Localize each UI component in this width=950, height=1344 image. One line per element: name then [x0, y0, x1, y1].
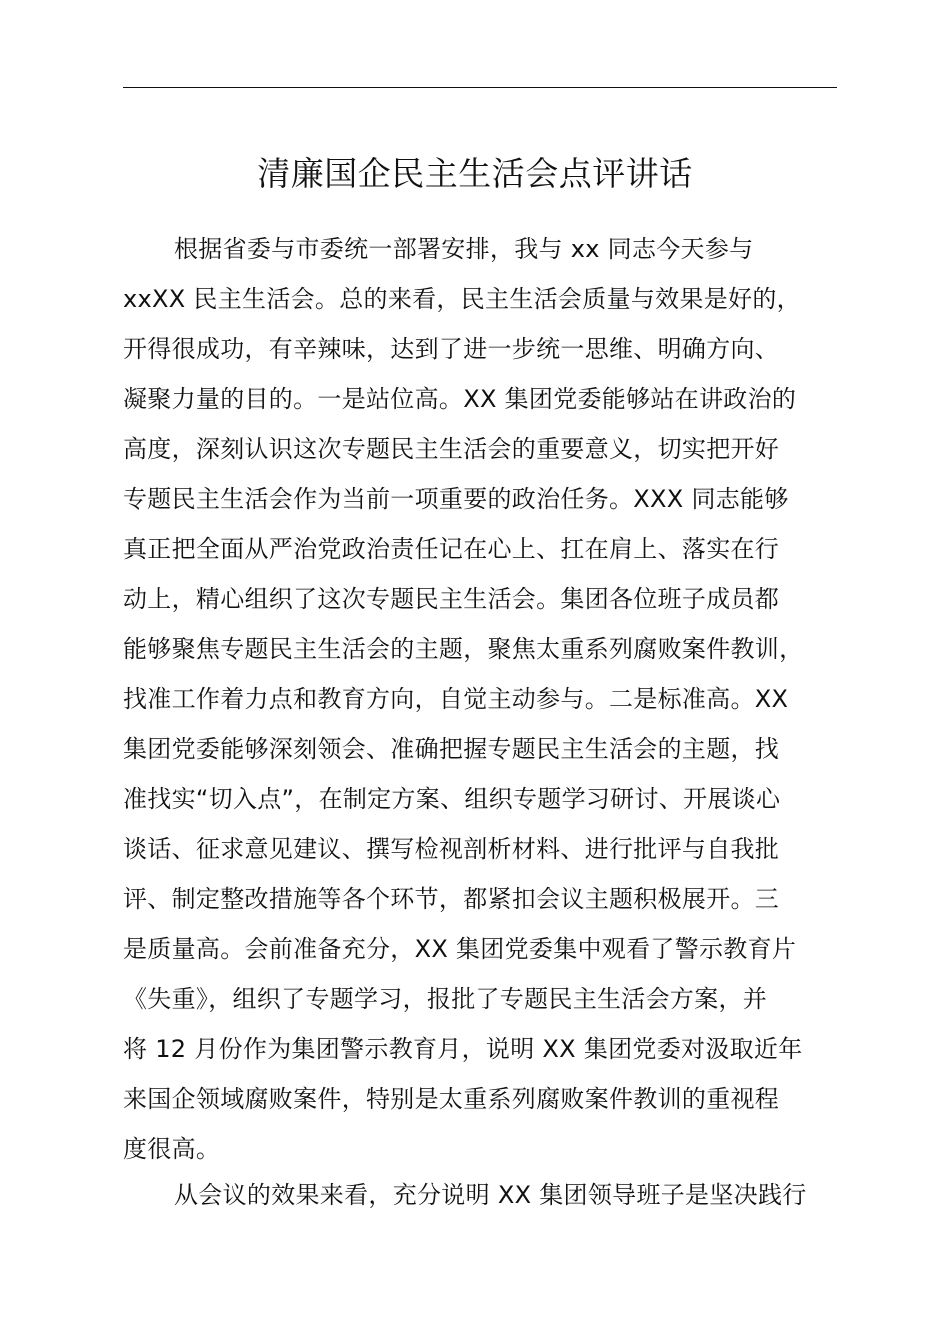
text-line: 度很高。: [123, 1135, 221, 1163]
text-line: 将 12 月份作为集团警示教育月，说明 XX 集团党委对汲取近年: [123, 1035, 803, 1063]
text-line: 评、制定整改措施等各个环节，都紧扣会议主题积极展开。三: [123, 885, 780, 913]
text-line: 《失重》，组织了专题学习，报批了专题民主生活会方案，并: [123, 985, 768, 1013]
text-line: 专题民主生活会作为当前一项重要的政治任务。XXX 同志能够: [123, 485, 789, 513]
header-rule: [123, 87, 837, 88]
text-line: 准找实“切入点”，在制定方案、组织专题学习研讨、开展谈心: [123, 785, 781, 813]
text-line: 从会议的效果来看，充分说明 XX 集团领导班子是坚决践行: [174, 1181, 807, 1209]
text-line: 真正把全面从严治党政治责任记在心上、扛在肩上、落实在行: [123, 535, 780, 563]
text-line: 动上，精心组织了这次专题民主生活会。集团各位班子成员都: [123, 585, 780, 613]
text-line: 能够聚焦专题民主生活会的主题，聚焦太重系列腐败案件教训，: [123, 635, 804, 663]
text-line: xxXX 民主生活会。总的来看，民主生活会质量与效果是好的，: [123, 285, 801, 313]
text-line: 来国企领域腐败案件，特别是太重系列腐败案件教训的重视程: [123, 1085, 780, 1113]
document-title: 清廉国企民主生活会点评讲话: [257, 154, 693, 193]
text-line: 凝聚力量的目的。一是站位高。XX 集团党委能够站在讲政治的: [123, 385, 797, 413]
text-line: 开得很成功，有辛辣味，达到了进一步统一思维、明确方向、: [123, 335, 780, 363]
text-line: 谈话、征求意见建议、撰写检视剖析材料、进行批评与自我批: [123, 835, 780, 863]
text-line: 高度，深刻认识这次专题民主生活会的重要意义，切实把开好: [123, 435, 780, 463]
text-line: 是质量高。会前准备充分，XX 集团党委集中观看了警示教育片: [123, 935, 797, 963]
text-line: 找准工作着力点和教育方向，自觉主动参与。二是标准高。XX: [123, 685, 789, 713]
text-line: 根据省委与市委统一部署安排，我与 xx 同志今天参与: [174, 235, 754, 263]
text-line: 集团党委能够深刻领会、准确把握专题民主生活会的主题，找: [123, 735, 780, 763]
